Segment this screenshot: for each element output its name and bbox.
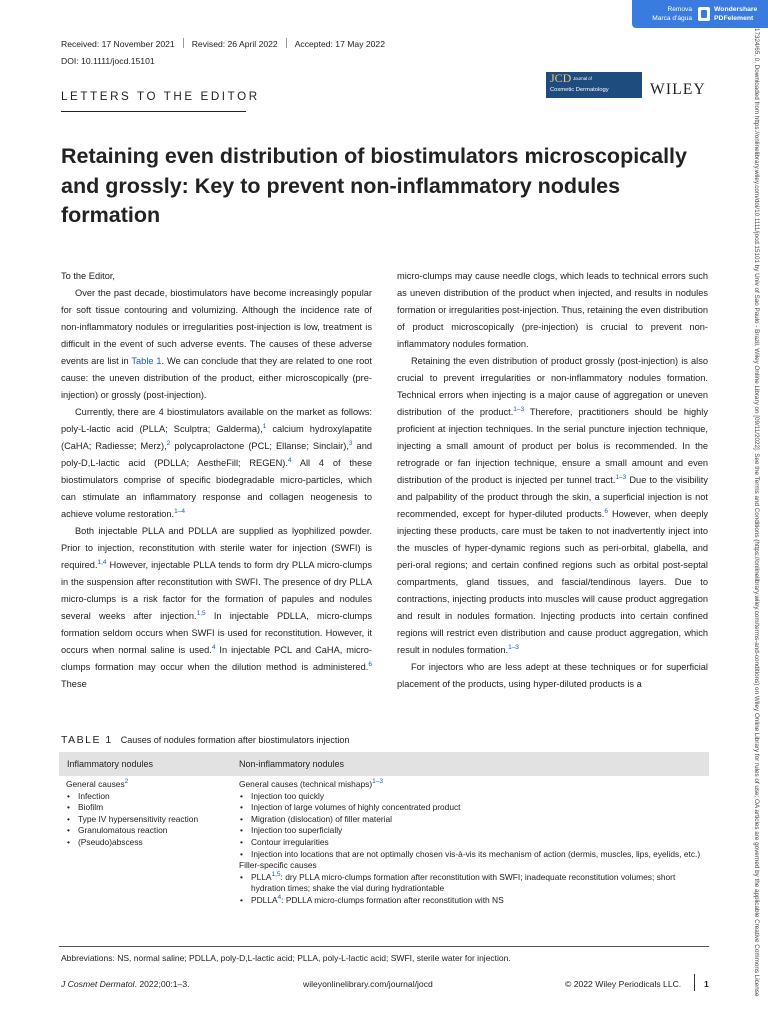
paragraph: Currently, there are 4 biostimulators available on the market as follows: poly-L-lactic acid (PLLA; Sculptra; Galderma),$^1$ calcium hydroxylapatite (CaHA; Radiesse; Merz),$^2$ polycaprolactone (PCL; Ellanse; Sinclair),$^3$ and poly-D,L-lactic acid (PDLLA; AestheFill; REGEN).$^4$ All 4 of these biostimulators comprise of specific biodegradable micro-particles, which can stimulate an inflammatory response and collagen neogenesis to achieve volume restoration.$^{1-4}$ [61, 407, 372, 519]
list-item: • Injection into locations that are not optimally chosen vis-à-vis its mechanism of action (dermis, muscles, lips, eyelids, etc.) [239, 849, 705, 861]
paragraph: micro-clumps may cause needle clogs, which leads to technical errors such as uneven distribution of the product when injected, and results in nodules formation or irregularities post-injection. Thus, retaining the even distribution of product microscopically (pre-injection) is crucial to prevent non-inflammatory nodules formation. [397, 271, 708, 349]
publisher-logo[interactable]: WILEY [650, 81, 706, 98]
watermark-line2: Marca d'água [652, 15, 692, 22]
doi[interactable]: DOI: 10.1111/jocd.15101 [61, 56, 155, 66]
citation-ref[interactable]: 1–3 [615, 474, 627, 481]
list-item: • Injection too superficially [239, 825, 705, 837]
table-col2-cell [239, 779, 705, 907]
list-item: • Granulomatous reaction [66, 825, 231, 837]
table-link[interactable]: Table 1 [131, 356, 162, 366]
paragraph: Retaining the even distribution of product grossly (post-injection) is also crucial to prevent irregularities or non-inflammatory nodules formation. Technical errors when injecting is a major cause of aggregation or uneven distribution of the product.$^{1-3}$ Therefore, practitioners should be highly proficient at injection techniques. In the serial puncture injection technique, injecting a small amount of product per bolus is recommended. In the retrograde or fan injection technique, ensure a small amount and even distribution of the product is injected per tunnel tract.$^{1-3}$ Due to the visibility and palpability of the product through the skin, a superficial injection is not recommended, except for hyper-diluted products.$^6$ However, when deeply injecting these products, care must be taken to not inadvertently inject into the muscles of hyper-dynamic regions such as peri-orbital, glabella, and peri-oral regions; and certain confined regions such as orbital post-septal compartments, gland tissues, and fascial/tendinous layers. Due to contractions, injecting products into muscles will cause product aggregation and result in nodules formation. Injecting products into certain confined regions will restrict even distribution and cause product aggregation, which result in nodules formation.$^{1-3}$ [397, 356, 708, 655]
watermark-remove-text [640, 5, 692, 23]
list-item: • Biofilm [66, 802, 231, 814]
body-right-column [397, 268, 708, 693]
citation-ref[interactable]: 1–3 [372, 778, 383, 785]
table-col2-title: General causes (technical mishaps)$^{1-3}$ [239, 778, 383, 789]
inflammatory-list [66, 791, 231, 849]
footer-url[interactable]: wileyonlinelibrary.com/journal/jocd [303, 979, 433, 989]
footer-journal: J Cosmet Dermatol [61, 979, 135, 989]
citation-ref[interactable]: 1–4 [174, 508, 185, 515]
journal-logo[interactable] [546, 72, 642, 98]
pdfelement-icon [698, 7, 710, 21]
citation-ref[interactable]: 1,5 [196, 610, 206, 617]
citation-ref[interactable]: 2 [124, 778, 129, 785]
list-item: • PDLLA$^4$: PDLLA micro-clumps formation after reconstitution with NS [239, 895, 705, 907]
table-header-row [59, 752, 709, 776]
citation-ref[interactable]: 3 [348, 440, 353, 447]
article-title [61, 142, 711, 231]
title-line-1: Retaining even distribution of biostimulators microscopically [61, 144, 687, 168]
citation-ref[interactable]: 4 [277, 893, 282, 901]
list-item: • Injection too quickly [239, 791, 705, 803]
citation-ref[interactable]: 6 [368, 661, 372, 668]
citation-ref[interactable]: 1–3 [508, 644, 519, 651]
page-number: 1 [704, 979, 709, 989]
title-line-3: formation [61, 203, 161, 227]
citation-ref[interactable]: 2 [166, 440, 171, 447]
citation-ref[interactable]: 1 [262, 423, 267, 430]
table-caption [61, 734, 349, 746]
footer-divider [694, 974, 695, 991]
body-left-column [61, 268, 372, 693]
received-date: Received: 17 November 2021 [61, 39, 175, 49]
table-col1-title: General causes$^2$ [66, 778, 129, 789]
download-side-note: 17324/65, 0, Downloaded from https://onlinelibrary.wiley.com/doi/10.1111/jocd.15101 by Univ of Sao Paulo - Brazil, Wiley Online Library on [09/11/2022]. See the Terms and Conditions (https://onlinelibrary.wiley.com/terms-and-conditions) on Wiley Online Library for rules of use; OA articles are governed by the applicable Creative Commons License [753, 28, 760, 997]
table-abbreviations: Abbreviations: NS, normal saline; PDLLA, poly-D,L-lactic acid; PLLA, poly-L-lactic acid; SWFI, sterile water for injection. [61, 953, 511, 963]
article-dates [61, 38, 385, 49]
list-item: • PLLA$^{1,5}$: dry PLLA micro-clumps formation after reconstitution with SWFI; inadequate reconstitution volumes; short hydration times; shake the vial during hydrationtable [239, 872, 705, 895]
watermark-brand-line2: PDFelement [714, 15, 754, 22]
filler-specific-list [239, 872, 705, 907]
citation-ref[interactable]: 4 [287, 457, 292, 464]
section-heading: LETTERS TO THE EDITOR [61, 90, 260, 103]
accepted-date: Accepted: 17 May 2022 [294, 39, 385, 49]
table-col2-header: Non-inflammatory nodules [239, 759, 345, 769]
list-item: • Type IV hypersensitivity reaction [66, 814, 231, 826]
journal-logo-name1: Journal of [573, 76, 592, 81]
watermark-line1: Remova [667, 6, 692, 13]
paragraph: Both injectable PLLA and PDLLA are supplied as lyophilized powder. Prior to injection, reconstitution with sterile water for injection (SWFI) is required.$^{1,4}$ However, injectable PLLA tends to form dry PLLA micro-clumps in the suspension after reconstitution with SWFI. The presence of dry PLLA micro-clumps is a risk factor for the formation of papules and nodules several weeks after injection.$^{1,5}$ In injectable PDLLA, micro-clumps formation seldom occurs when SWFI is used for reconstitution. However, it occurs when normal saline is used.$^4$ In injectable PCL and CaHA, micro-clumps formation may occur when the dilution method is administered.$^6$ These [61, 526, 373, 689]
salutation: To the Editor, [61, 271, 115, 281]
citation-ref[interactable]: 1–3 [513, 406, 525, 413]
watermark-brand-line1: Wondershare [714, 6, 758, 13]
citation-ref[interactable]: 6 [604, 508, 608, 515]
paragraph: Over the past decade, biostimulators have become increasingly popular for soft tissue contouring and volumizing. Although the incidence rate of non-inflammatory nodules or irregularities post-injection is low, treatment is difficult in the event of such adverse events. The causes of these adverse events are list in Table 1. We can conclude that they are related to one root cause: the uneven distribution of the product, either microscopically (pre-injection) or grossly (post-injection). [61, 288, 372, 400]
revised-date: Revised: 26 April 2022 [191, 39, 278, 49]
footer-citation [61, 979, 190, 989]
table-col1-cell [66, 779, 231, 849]
journal-logo-name2: Cosmetic Dermatology [550, 87, 609, 93]
watermark-brand [714, 5, 757, 23]
table-label: TABLE 1 [61, 734, 113, 746]
citation-ref[interactable]: 1,5 [271, 870, 281, 878]
list-item: • (Pseudo)abscess [66, 837, 231, 849]
citation-ref[interactable]: 1,4 [97, 559, 107, 566]
list-item: • Migration (dislocation) of filler material [239, 814, 705, 826]
watermark-badge[interactable] [632, 0, 768, 28]
list-item: • Contour irregularities [239, 837, 705, 849]
table-bottom-rule [59, 946, 709, 947]
paragraph: For injectors who are less adept at these techniques or for superficial placement of the products, using hyper-diluted products is a [397, 662, 708, 689]
section-rule [61, 111, 246, 112]
footer-copyright: © 2022 Wiley Periodicals LLC. [565, 979, 682, 989]
table-caption-text: Causes of nodules formation after biostimulators injection [120, 735, 350, 745]
list-item: • Infection [66, 791, 231, 803]
list-item: • Injection of large volumes of highly concentrated product [239, 802, 705, 814]
citation-ref[interactable]: 4 [211, 644, 216, 651]
table-col2-subtitle: Filler-specific causes [239, 860, 317, 871]
table-col1-header: Inflammatory nodules [67, 759, 154, 769]
journal-logo-abbr: JCD [550, 71, 572, 85]
non-inflammatory-list [239, 791, 705, 861]
footer-citation-text: . 2022;00:1–3. [134, 979, 190, 989]
title-line-2: and grossly: Key to prevent non-inflammatory nodules [61, 173, 621, 198]
